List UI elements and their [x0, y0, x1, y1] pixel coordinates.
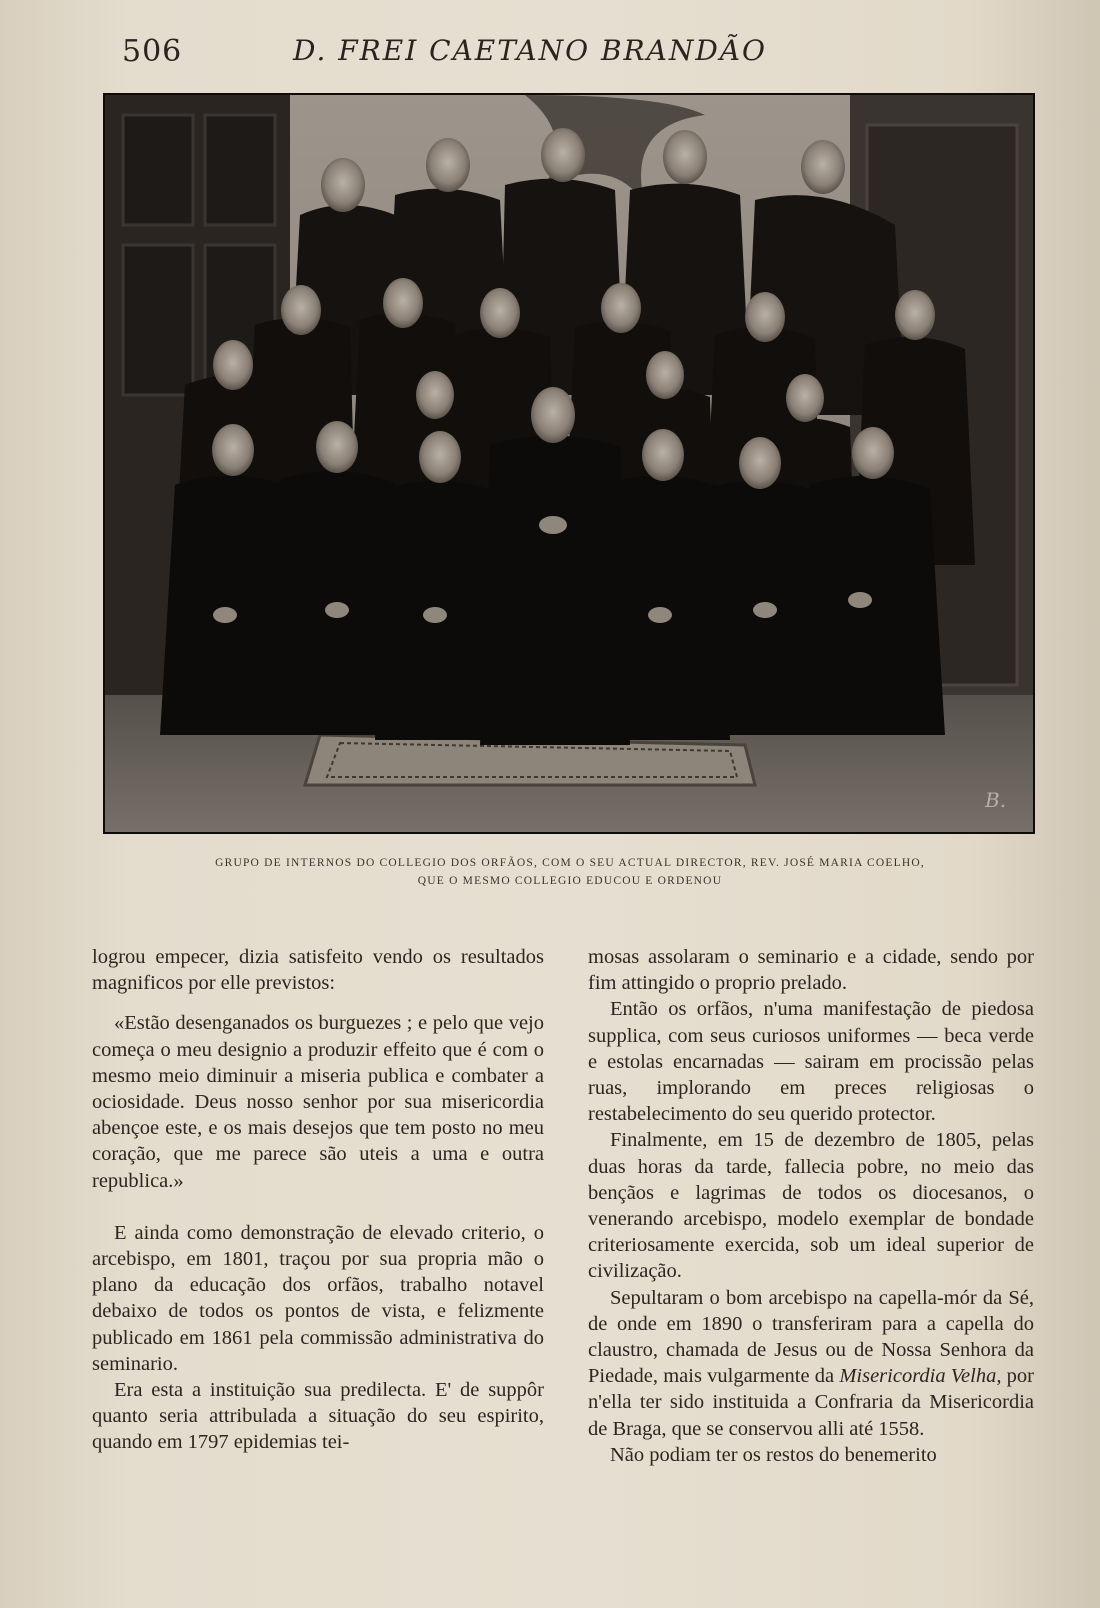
paragraph: Finalmente, em 15 de dezembro de 1805, pelas duas horas da tarde, fallecia pobre, no meio das bençãos e lagrimas de todos os diocesanos, o venerando arcebispo, modelo exemplar de bondade criteriosamente exercida, sob um ideal superior de civilização. — [588, 1129, 1034, 1283]
paragraph: logrou empecer, dizia satisfeito vendo os resultados magnificos por elle previstos: — [92, 946, 544, 995]
text-run: Sepultaram o bom arcebispo na capella-mór da Sé, de onde em 1890 o transferiram para a capella do claustro, chamada de Jesus ou de Nossa Senhora da Piedade, mais vulgarmente da — [588, 1286, 1034, 1388]
italic-place-name: Misericordia Velha, — [839, 1365, 1002, 1388]
figure-caption-line-1: GRUPO DE INTERNOS DO COLLEGIO DOS ORFÃOS, COM O SEU ACTUAL DIRECTOR, REV. JOSÉ MARIA COELHO, — [215, 857, 925, 869]
page-number: 506 — [122, 34, 183, 69]
paragraph: Era esta a instituição sua predilecta. E' de suppôr quanto seria attribulada a situação do seu espirito, quando em 1797 epidemias tei- — [92, 1379, 544, 1454]
photograph-illustration — [105, 95, 1033, 832]
quoted-paragraph: «Estão desenganados os burguezes ; e pelo que vejo começa o meu designio a produzir effeito que é com o mesmo meio diminuir a miseria publica e combater a ociosidade. Deus nosso senhor por sua misericordia abençoe este, e os mais desejos que tem posto no meu coração, que me parece são uteis a uma e outra republica.» — [92, 1012, 544, 1192]
paragraph: E ainda como demonstração de elevado criterio, o arcebispo, em 1801, traçou por sua propria mão o plano da educação dos orfãos, trabalho notavel debaixo de todos os pontos de vista, e felizmente publicado em 1861 pela commissão administrativa do seminario. — [92, 1221, 544, 1375]
figure-caption-line-2: QUE O MESMO COLLEGIO EDUCOU E ORDENOU — [417, 875, 723, 887]
group-photograph — [103, 93, 1035, 834]
paragraph: Então os orfãos, n'uma manifestação de piedosa supplica, com seus curiosos uniformes — beca verde e estolas encarnadas — sairam em procissão pelas ruas, implorando em preces religiosas o restabelecimento do seu querido protector. — [588, 998, 1034, 1126]
running-head-title: D. FREI CAETANO BRANDÃO — [293, 34, 767, 67]
photo-signature: B. — [985, 788, 1007, 812]
paragraph: Não podiam ter os restos do benemerito — [610, 1443, 937, 1466]
paragraph — [588, 1285, 1034, 1442]
text-run: por n'ella ter sido instituida a Confraria da Misericordia de Braga, que se conservou alli até 1558. — [588, 1365, 1035, 1440]
left-text-column — [92, 944, 544, 1456]
paragraph: mosas assolaram o seminario e a cidade, sendo por fim attingido o proprio prelado. — [588, 946, 1034, 995]
right-text-column — [588, 944, 1034, 1468]
